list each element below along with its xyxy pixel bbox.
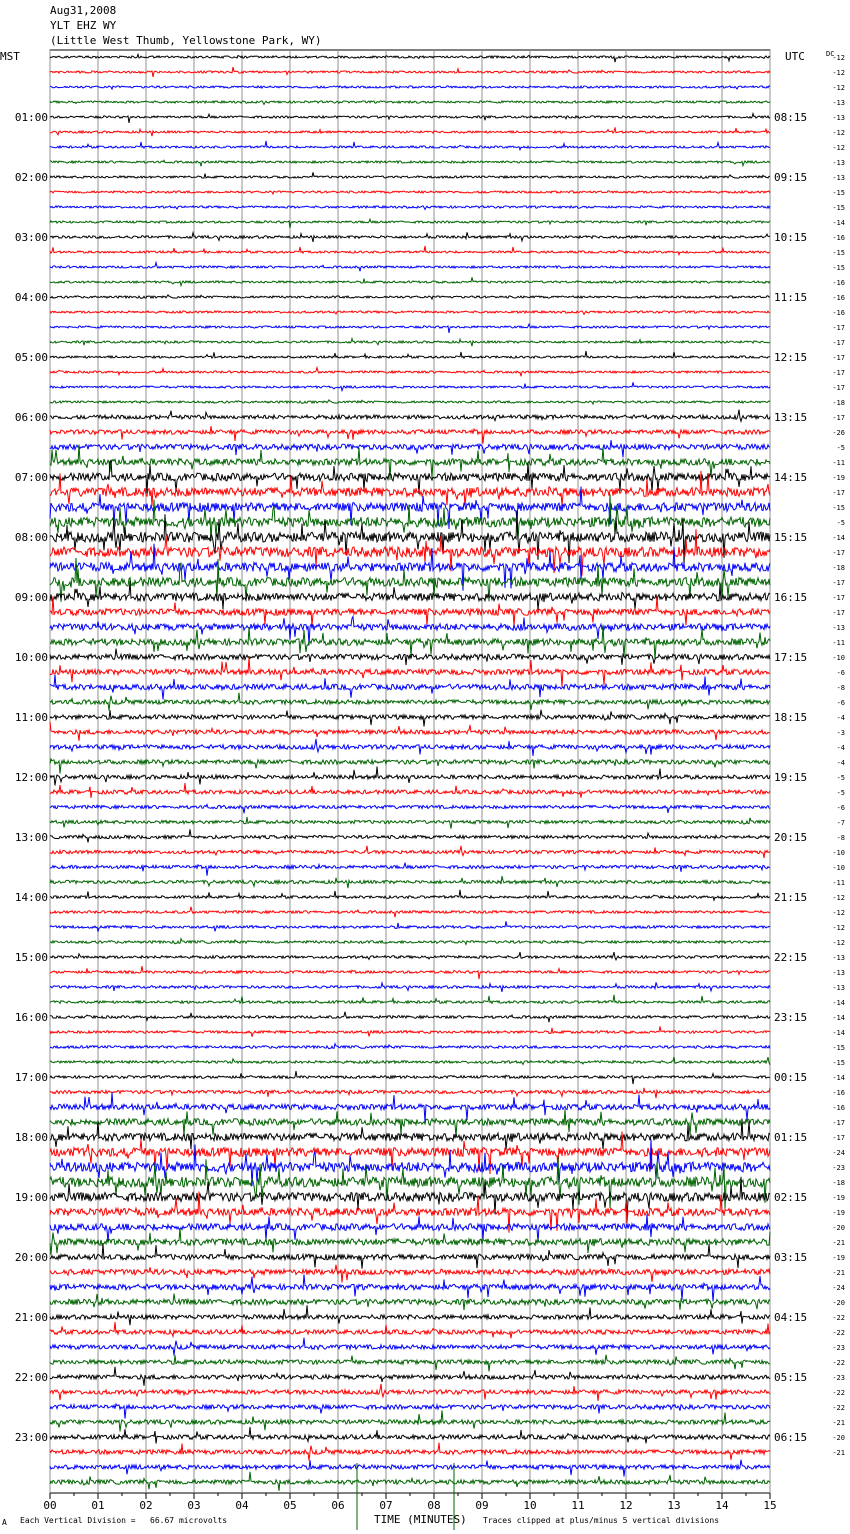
station-location: (Little West Thumb, Yellowstone Park, WY) bbox=[50, 34, 322, 47]
dc-offset-label: -12 bbox=[832, 924, 845, 932]
dc-offset-label: -16 bbox=[832, 294, 845, 302]
left-hour-label: 02:00 bbox=[14, 171, 48, 184]
trace-62 bbox=[50, 982, 770, 992]
right-hour-label: 13:15 bbox=[774, 411, 808, 424]
dc-offset-label: -17 bbox=[832, 579, 845, 587]
dc-offset-label: -21 bbox=[832, 1449, 845, 1457]
trace-7 bbox=[50, 160, 770, 166]
dc-offset-label: -12 bbox=[832, 54, 845, 62]
left-hour-label: 09:00 bbox=[14, 591, 48, 604]
dc-offset-label: -3 bbox=[836, 729, 845, 737]
trace-84 bbox=[50, 1305, 770, 1325]
plot-date: Aug31,2008 bbox=[50, 4, 117, 17]
x-tick-label: 14 bbox=[715, 1499, 729, 1512]
trace-13 bbox=[50, 246, 770, 255]
right-hour-label: 22:15 bbox=[774, 951, 808, 964]
trace-15 bbox=[50, 277, 770, 285]
dc-offset-label: -13 bbox=[832, 174, 845, 182]
trace-93 bbox=[50, 1443, 770, 1461]
dc-offset-label: -6 bbox=[836, 669, 845, 677]
x-tick-label: 09 bbox=[475, 1499, 489, 1512]
dc-offset-label: -14 bbox=[832, 534, 845, 542]
trace-80 bbox=[50, 1244, 770, 1269]
dc-offset-label: -14 bbox=[832, 219, 845, 227]
trace-67 bbox=[50, 1057, 770, 1065]
dc-offset-label: -26 bbox=[832, 429, 845, 437]
trace-91 bbox=[50, 1410, 770, 1431]
dc-offset-label: -18 bbox=[832, 399, 845, 407]
trace-37 bbox=[50, 596, 770, 626]
dc-offset-header: DC bbox=[826, 50, 835, 58]
trace-36 bbox=[50, 581, 770, 610]
dc-offset-label: -15 bbox=[832, 504, 845, 512]
trace-41 bbox=[50, 657, 770, 686]
dc-offset-label: -13 bbox=[832, 114, 845, 122]
dc-offset-label: -21 bbox=[832, 1269, 845, 1277]
dc-offset-label: -12 bbox=[832, 129, 845, 137]
axis-labels bbox=[15, 54, 845, 1512]
dc-offset-label: -14 bbox=[832, 1029, 845, 1037]
right-hour-label: 17:15 bbox=[774, 651, 808, 664]
trace-18 bbox=[50, 324, 770, 333]
left-hour-label: 16:00 bbox=[14, 1011, 48, 1024]
dc-offset-label: -19 bbox=[832, 1194, 845, 1202]
dc-offset-label: -13 bbox=[832, 624, 845, 632]
dc-offset-label: -4 bbox=[836, 759, 845, 767]
trace-14 bbox=[50, 263, 770, 272]
dc-offset-label: -13 bbox=[832, 984, 845, 992]
dc-offset-label: -7 bbox=[836, 819, 845, 827]
right-hour-label: 20:15 bbox=[774, 831, 808, 844]
dc-offset-label: -23 bbox=[832, 1374, 845, 1382]
trace-74 bbox=[50, 1139, 770, 1186]
trace-20 bbox=[50, 351, 770, 358]
right-timezone-label: UTC bbox=[785, 50, 805, 63]
x-tick-label: 02 bbox=[139, 1499, 153, 1512]
trace-88 bbox=[50, 1367, 770, 1386]
dc-offset-label: -13 bbox=[832, 954, 845, 962]
footer-mark: A bbox=[2, 1518, 7, 1527]
trace-90 bbox=[50, 1404, 770, 1419]
trace-29 bbox=[50, 471, 770, 507]
left-timezone-label: MST bbox=[0, 50, 20, 63]
trace-85 bbox=[50, 1322, 770, 1338]
trace-94 bbox=[50, 1460, 770, 1477]
dc-offset-label: -5 bbox=[836, 789, 845, 797]
dc-offset-label: -15 bbox=[832, 1059, 845, 1067]
x-tick-label: 01 bbox=[91, 1499, 105, 1512]
trace-0 bbox=[50, 54, 770, 62]
left-hour-label: 13:00 bbox=[14, 831, 48, 844]
trace-63 bbox=[50, 995, 770, 1004]
trace-64 bbox=[50, 1012, 770, 1022]
dc-offset-label: -12 bbox=[832, 939, 845, 947]
trace-26 bbox=[50, 440, 770, 457]
trace-83 bbox=[50, 1294, 770, 1311]
trace-89 bbox=[50, 1384, 770, 1401]
trace-56 bbox=[50, 890, 770, 900]
dc-offset-label: -18 bbox=[832, 1179, 845, 1187]
right-hour-label: 09:15 bbox=[774, 171, 808, 184]
dc-offset-label: -12 bbox=[832, 144, 845, 152]
dc-offset-label: -23 bbox=[832, 1164, 845, 1172]
left-hour-label: 19:00 bbox=[14, 1191, 48, 1204]
trace-16 bbox=[50, 295, 770, 299]
dc-offset-label: -5 bbox=[836, 774, 845, 782]
trace-51 bbox=[50, 817, 770, 829]
dc-offset-label: -24 bbox=[832, 1149, 845, 1157]
trace-57 bbox=[50, 907, 770, 917]
trace-69 bbox=[50, 1088, 770, 1098]
right-hour-label: 08:15 bbox=[774, 111, 808, 124]
dc-offset-label: -19 bbox=[832, 1254, 845, 1262]
left-hour-label: 18:00 bbox=[14, 1131, 48, 1144]
trace-52 bbox=[50, 829, 770, 842]
right-hour-label: 21:15 bbox=[774, 891, 808, 904]
dc-offset-label: -10 bbox=[832, 864, 845, 872]
dc-offset-label: -22 bbox=[832, 1359, 845, 1367]
minute-gridlines bbox=[50, 50, 770, 1530]
dc-offset-label: -16 bbox=[832, 1089, 845, 1097]
x-tick-label: 03 bbox=[187, 1499, 201, 1512]
left-hour-label: 03:00 bbox=[14, 231, 48, 244]
dc-offset-label: -8 bbox=[836, 684, 845, 692]
trace-45 bbox=[50, 722, 770, 741]
dc-offset-label: -20 bbox=[832, 1299, 845, 1307]
dc-offset-label: -17 bbox=[832, 1134, 845, 1142]
dc-offset-label: -17 bbox=[832, 609, 845, 617]
dc-offset-label: -19 bbox=[832, 1209, 845, 1217]
clip-note: Traces clipped at plus/minus 5 vertical divisions bbox=[483, 1516, 720, 1525]
dc-offset-label: -18 bbox=[832, 564, 845, 572]
x-tick-label: 11 bbox=[571, 1499, 585, 1512]
x-tick-label: 10 bbox=[523, 1499, 537, 1512]
trace-8 bbox=[50, 172, 770, 178]
trace-11 bbox=[50, 219, 770, 228]
dc-offset-label: -21 bbox=[832, 1419, 845, 1427]
vertical-scale-note: Each Vertical Division = 66.67 microvolts bbox=[20, 1516, 228, 1525]
x-tick-label: 05 bbox=[283, 1499, 297, 1512]
trace-60 bbox=[50, 952, 770, 960]
left-hour-label: 20:00 bbox=[14, 1251, 48, 1264]
trace-2 bbox=[50, 86, 770, 89]
dc-offset-label: -22 bbox=[832, 1404, 845, 1412]
right-hour-label: 23:15 bbox=[774, 1011, 808, 1024]
right-hour-label: 11:15 bbox=[774, 291, 808, 304]
x-tick-label: 06 bbox=[331, 1499, 345, 1512]
right-hour-label: 10:15 bbox=[774, 231, 808, 244]
dc-offset-label: -12 bbox=[832, 84, 845, 92]
trace-33 bbox=[50, 529, 770, 575]
dc-offset-label: -17 bbox=[832, 354, 845, 362]
dc-offset-label: -5 bbox=[836, 519, 845, 527]
dc-offset-label: -24 bbox=[832, 1284, 845, 1292]
dc-offset-label: -4 bbox=[836, 744, 845, 752]
trace-24 bbox=[50, 410, 770, 422]
dc-offset-label: -20 bbox=[832, 1224, 845, 1232]
left-hour-label: 21:00 bbox=[14, 1311, 48, 1324]
trace-61 bbox=[50, 966, 770, 979]
dc-offset-label: -6 bbox=[836, 699, 845, 707]
x-tick-label: 12 bbox=[619, 1499, 633, 1512]
x-tick-label: 04 bbox=[235, 1499, 249, 1512]
trace-59 bbox=[50, 939, 770, 945]
dc-offset-label: -14 bbox=[832, 999, 845, 1007]
dc-offset-label: -11 bbox=[832, 459, 845, 467]
dc-offset-label: -10 bbox=[832, 654, 845, 662]
trace-92 bbox=[50, 1427, 770, 1443]
left-hour-label: 15:00 bbox=[14, 951, 48, 964]
trace-70 bbox=[50, 1092, 770, 1121]
station-code: YLT EHZ WY bbox=[50, 19, 117, 32]
right-hour-label: 01:15 bbox=[774, 1131, 808, 1144]
trace-22 bbox=[50, 382, 770, 390]
trace-50 bbox=[50, 805, 770, 814]
trace-3 bbox=[50, 101, 770, 105]
trace-17 bbox=[50, 311, 770, 315]
dc-offset-label: -13 bbox=[832, 159, 845, 167]
trace-79 bbox=[50, 1228, 770, 1255]
x-tick-label: 13 bbox=[667, 1499, 681, 1512]
trace-55 bbox=[50, 876, 770, 888]
trace-81 bbox=[50, 1265, 770, 1283]
dc-offset-label: -10 bbox=[832, 849, 845, 857]
left-hour-label: 06:00 bbox=[14, 411, 48, 424]
x-tick-label: 08 bbox=[427, 1499, 441, 1512]
trace-47 bbox=[50, 759, 770, 774]
dc-offset-label: -15 bbox=[832, 264, 845, 272]
dc-offset-label: -22 bbox=[832, 1329, 845, 1337]
trace-48 bbox=[50, 767, 770, 786]
right-hour-label: 06:15 bbox=[774, 1431, 808, 1444]
dc-offset-label: -17 bbox=[832, 369, 845, 377]
trace-87 bbox=[50, 1355, 770, 1372]
trace-44 bbox=[50, 710, 770, 727]
left-hour-label: 05:00 bbox=[14, 351, 48, 364]
dc-offset-label: -16 bbox=[832, 309, 845, 317]
trace-46 bbox=[50, 739, 770, 756]
dc-offset-label: -16 bbox=[832, 234, 845, 242]
dc-offset-label: -5 bbox=[836, 444, 845, 452]
trace-5 bbox=[50, 127, 770, 136]
dc-offset-label: -15 bbox=[832, 204, 845, 212]
dc-offset-label: -17 bbox=[832, 1119, 845, 1127]
trace-49 bbox=[50, 783, 770, 798]
dc-offset-label: -15 bbox=[832, 189, 845, 197]
left-hour-label: 17:00 bbox=[14, 1071, 48, 1084]
left-hour-label: 12:00 bbox=[14, 771, 48, 784]
trace-21 bbox=[50, 368, 770, 377]
trace-19 bbox=[50, 339, 770, 347]
dc-offset-label: -23 bbox=[832, 1344, 845, 1352]
left-hour-label: 04:00 bbox=[14, 291, 48, 304]
trace-54 bbox=[50, 863, 770, 876]
dc-offset-label: -13 bbox=[832, 969, 845, 977]
right-hour-label: 15:15 bbox=[774, 531, 808, 544]
x-tick-label: 00 bbox=[43, 1499, 57, 1512]
dc-offset-label: -6 bbox=[836, 804, 845, 812]
left-hour-label: 23:00 bbox=[14, 1431, 48, 1444]
dc-offset-label: -17 bbox=[832, 384, 845, 392]
right-hour-label: 18:15 bbox=[774, 711, 808, 724]
trace-12 bbox=[50, 232, 770, 242]
dc-offset-label: -11 bbox=[832, 639, 845, 647]
trace-65 bbox=[50, 1026, 770, 1036]
left-hour-label: 22:00 bbox=[14, 1371, 48, 1384]
right-hour-label: 19:15 bbox=[774, 771, 808, 784]
trace-66 bbox=[50, 1044, 770, 1050]
dc-offset-label: -14 bbox=[832, 1014, 845, 1022]
dc-offset-label: -20 bbox=[832, 1434, 845, 1442]
dc-offset-label: -17 bbox=[832, 324, 845, 332]
dc-offset-label: -22 bbox=[832, 1314, 845, 1322]
dc-offset-label: -22 bbox=[832, 1389, 845, 1397]
trace-23 bbox=[50, 400, 770, 404]
trace-78 bbox=[50, 1214, 770, 1242]
left-hour-label: 10:00 bbox=[14, 651, 48, 664]
dc-offset-label: -21 bbox=[832, 1239, 845, 1247]
trace-40 bbox=[50, 649, 770, 666]
dc-offset-label: -15 bbox=[832, 1044, 845, 1052]
dc-offset-label: -16 bbox=[832, 1104, 845, 1112]
dc-offset-label: -17 bbox=[832, 594, 845, 602]
trace-39 bbox=[50, 625, 770, 659]
trace-86 bbox=[50, 1338, 770, 1356]
trace-4 bbox=[50, 114, 770, 123]
left-hour-label: 01:00 bbox=[14, 111, 48, 124]
dc-offset-label: -15 bbox=[832, 249, 845, 257]
left-hour-label: 08:00 bbox=[14, 531, 48, 544]
trace-72 bbox=[50, 1119, 770, 1150]
left-hour-label: 11:00 bbox=[14, 711, 48, 724]
dc-offset-label: -12 bbox=[832, 909, 845, 917]
trace-58 bbox=[50, 921, 770, 931]
trace-1 bbox=[50, 67, 770, 77]
left-hour-label: 07:00 bbox=[14, 471, 48, 484]
dc-offset-label: -4 bbox=[836, 714, 845, 722]
right-hour-label: 16:15 bbox=[774, 591, 808, 604]
trace-6 bbox=[50, 141, 770, 150]
trace-95 bbox=[50, 1472, 770, 1491]
right-hour-label: 05:15 bbox=[774, 1371, 808, 1384]
trace-43 bbox=[50, 693, 770, 711]
dc-offset-label: -17 bbox=[832, 414, 845, 422]
dc-offset-label: -13 bbox=[832, 99, 845, 107]
dc-offset-label: -16 bbox=[832, 279, 845, 287]
dc-offset-label: -17 bbox=[832, 339, 845, 347]
trace-9 bbox=[50, 191, 770, 194]
left-hour-label: 14:00 bbox=[14, 891, 48, 904]
x-tick-label: 07 bbox=[379, 1499, 393, 1512]
right-hour-label: 04:15 bbox=[774, 1311, 808, 1324]
trace-68 bbox=[50, 1071, 770, 1084]
dc-offset-label: -19 bbox=[832, 474, 845, 482]
dc-offset-label: -17 bbox=[832, 489, 845, 497]
trace-82 bbox=[50, 1274, 770, 1301]
seismic-traces bbox=[50, 54, 770, 1490]
right-hour-label: 14:15 bbox=[774, 471, 808, 484]
right-hour-label: 02:15 bbox=[774, 1191, 808, 1204]
dc-offset-label: -17 bbox=[832, 549, 845, 557]
trace-53 bbox=[50, 846, 770, 858]
right-hour-label: 03:15 bbox=[774, 1251, 808, 1264]
trace-10 bbox=[50, 206, 770, 210]
dc-offset-label: -12 bbox=[832, 894, 845, 902]
dc-offset-label: -11 bbox=[832, 879, 845, 887]
dc-offset-label: -8 bbox=[836, 834, 845, 842]
trace-71 bbox=[50, 1109, 770, 1136]
dc-offset-label: -14 bbox=[832, 1074, 845, 1082]
x-axis-title: TIME (MINUTES) bbox=[374, 1513, 467, 1526]
right-hour-label: 12:15 bbox=[774, 351, 808, 364]
right-hour-label: 00:15 bbox=[774, 1071, 808, 1084]
trace-42 bbox=[50, 675, 770, 700]
dc-offset-label: -12 bbox=[832, 69, 845, 77]
x-tick-label: 15 bbox=[763, 1499, 777, 1512]
trace-25 bbox=[50, 426, 770, 444]
